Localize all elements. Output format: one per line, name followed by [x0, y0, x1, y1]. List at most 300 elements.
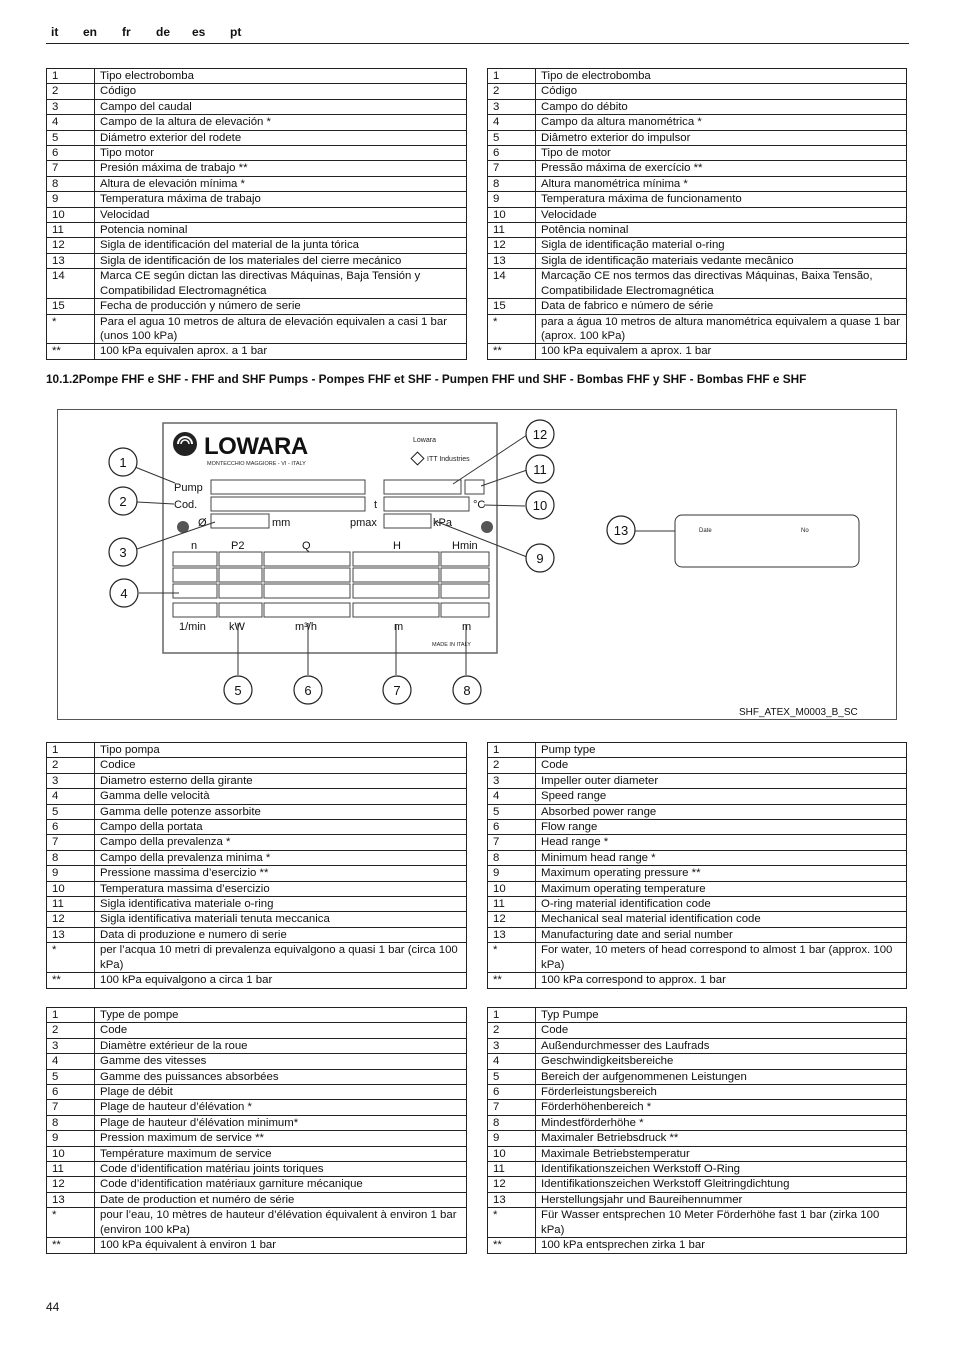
- callout-12: 12: [532, 427, 548, 442]
- callout-7: 7: [393, 683, 401, 698]
- table-de-2: [487, 1007, 907, 1254]
- legend-row: [47, 943, 467, 973]
- legend-text: Tipo pompa: [95, 743, 467, 758]
- legend-row: [47, 69, 467, 84]
- legend-text: Marca CE según dictan las directivas Máquinas, Baja Tensión y Compatibilidad Electromagnética: [95, 269, 467, 299]
- legend-number: 8: [47, 176, 95, 191]
- page-number: 44: [46, 1300, 60, 1314]
- callout-13: 13: [613, 523, 629, 538]
- legend-text: Sigla de identificación del material de la junta tórica: [95, 238, 467, 253]
- legend-row: [488, 1146, 907, 1161]
- legend-row: [47, 1085, 467, 1100]
- legend-text: Code: [95, 1023, 467, 1038]
- legend-number: 8: [488, 1115, 536, 1130]
- legend-number: 6: [488, 820, 536, 835]
- legend-row: [488, 253, 907, 268]
- legend-row: [47, 758, 467, 773]
- plate-label-mm: mm: [272, 517, 291, 529]
- legend-text: Maximaler Betriebsdruck **: [536, 1131, 907, 1146]
- date-text: Date: [699, 528, 712, 534]
- legend-text: Gamma delle velocità: [95, 789, 467, 804]
- legend-row: [47, 238, 467, 253]
- legend-row: [47, 927, 467, 942]
- legend-text: Mechanical seal material identification code: [536, 912, 907, 927]
- legend-row: [488, 1208, 907, 1238]
- legend-text: Herstellungsjahr und Baureihennummer: [536, 1192, 907, 1207]
- legend-row: [488, 789, 907, 804]
- legend-text: Förderleistungsbereich: [536, 1085, 907, 1100]
- legend-text: Tipo de electrobomba: [536, 69, 907, 84]
- made-in-italy: MADE IN ITALY: [432, 642, 471, 648]
- legend-row: [47, 804, 467, 819]
- legend-text: Altura manométrica mínima *: [536, 176, 907, 191]
- legend-text: Sigla de identificação materiais vedante mecânico: [536, 253, 907, 268]
- legend-text: Data di produzione e numero di serie: [95, 927, 467, 942]
- legend-number: 9: [488, 192, 536, 207]
- rating-plate-figure: [57, 409, 897, 720]
- legend-row: [47, 1023, 467, 1038]
- legend-text: Data de fabrico e número de série: [536, 299, 907, 314]
- legend-text: Maximum operating temperature: [536, 881, 907, 896]
- legend-row: [488, 850, 907, 865]
- legend-text: Pressão máxima de exercício **: [536, 161, 907, 176]
- legend-text: Impeller outer diameter: [536, 773, 907, 788]
- legend-text: Tipo electrobomba: [95, 69, 467, 84]
- legend-number: **: [488, 973, 536, 988]
- lang-pt: pt: [230, 25, 242, 39]
- legend-text: Marcação CE nos termos das directivas Máquinas, Baixa Tensão, Compatibilidade Electromagnética: [536, 269, 907, 299]
- legend-row: [488, 238, 907, 253]
- legend-text: Speed range: [536, 789, 907, 804]
- legend-row: [47, 344, 467, 359]
- callout-2: 2: [119, 494, 127, 509]
- legend-row: [47, 1008, 467, 1023]
- legend-number: 12: [488, 912, 536, 927]
- legend-row: [488, 927, 907, 942]
- col-p2: P2: [231, 540, 245, 552]
- legend-row: [47, 743, 467, 758]
- legend-row: [488, 299, 907, 314]
- legend-number: 1: [488, 743, 536, 758]
- legend-text: 100 kPa equivalem a aprox. 1 bar: [536, 344, 907, 359]
- legend-number: 4: [488, 1054, 536, 1069]
- legend-number: 10: [47, 1146, 95, 1161]
- legend-row: [488, 1100, 907, 1115]
- legend-row: [47, 912, 467, 927]
- legend-text: Type de pompe: [95, 1008, 467, 1023]
- legend-text: Gamma delle potenze assorbite: [95, 804, 467, 819]
- legend-text: Typ Pumpe: [536, 1008, 907, 1023]
- legend-number: 4: [47, 1054, 95, 1069]
- legend-text: Fecha de producción y número de serie: [95, 299, 467, 314]
- legend-row: [488, 1085, 907, 1100]
- legend-row: [488, 146, 907, 161]
- legend-number: 2: [488, 758, 536, 773]
- legend-number: 15: [47, 299, 95, 314]
- legend-text: Manufacturing date and serial number: [536, 927, 907, 942]
- legend-text: Plage de débit: [95, 1085, 467, 1100]
- legend-row: [488, 115, 907, 130]
- legend-text: Identifikationszeichen Werkstoff Gleitringdichtung: [536, 1177, 907, 1192]
- legend-number: 6: [47, 1085, 95, 1100]
- legend-row: [488, 1054, 907, 1069]
- unit-m-hmin: m: [462, 621, 472, 633]
- legend-row: [488, 161, 907, 176]
- legend-number: 11: [47, 1162, 95, 1177]
- legend-number: 11: [488, 897, 536, 912]
- legend-row: [47, 130, 467, 145]
- legend-number: 7: [47, 1100, 95, 1115]
- legend-row: [488, 69, 907, 84]
- table-en-2: [487, 742, 907, 989]
- legend-number: 11: [488, 1162, 536, 1177]
- unit-min: 1/min: [179, 621, 206, 633]
- legend-text: Tipo de motor: [536, 146, 907, 161]
- legend-number: *: [488, 314, 536, 344]
- lang-de: de: [156, 25, 171, 39]
- legend-row: [488, 943, 907, 973]
- legend-row: [488, 269, 907, 299]
- legend-row: [47, 1038, 467, 1053]
- legend-row: [488, 804, 907, 819]
- legend-number: 13: [47, 927, 95, 942]
- legend-number: 9: [47, 866, 95, 881]
- legend-text: Presión máxima de trabajo **: [95, 161, 467, 176]
- legend-row: [488, 223, 907, 238]
- legend-number: 4: [488, 789, 536, 804]
- plate-label-pmax: pmax: [350, 517, 377, 529]
- legend-row: [488, 881, 907, 896]
- legend-row: [47, 866, 467, 881]
- legend-number: 2: [47, 1023, 95, 1038]
- legend-row: [488, 314, 907, 344]
- legend-text: Sigla de identificación de los materiales del cierre mecánico: [95, 253, 467, 268]
- table-fr-2: [46, 1007, 467, 1254]
- legend-row: [488, 897, 907, 912]
- legend-text: Gamme des puissances absorbées: [95, 1069, 467, 1084]
- unit-m3h: m³/h: [295, 621, 317, 633]
- section-heading: 10.1.2Pompe FHF e SHF - FHF and SHF Pumps - Pompes FHF et SHF - Pumpen FHF und SHF - Bombas FHF y SHF - Bombas FHF e SHF: [46, 372, 807, 386]
- legend-number: 1: [47, 69, 95, 84]
- legend-row: [488, 207, 907, 222]
- legend-text: Campo de la altura de elevación *: [95, 115, 467, 130]
- legend-row: [47, 253, 467, 268]
- legend-text: O-ring material identification code: [536, 897, 907, 912]
- legend-text: 100 kPa equivalgono a circa 1 bar: [95, 973, 467, 988]
- legend-row: [47, 314, 467, 344]
- legend-number: 13: [47, 253, 95, 268]
- legend-row: [47, 192, 467, 207]
- legend-row: [488, 1023, 907, 1038]
- legend-number: 2: [47, 84, 95, 99]
- legend-row: [47, 1192, 467, 1207]
- legend-text: Pump type: [536, 743, 907, 758]
- legend-row: [47, 850, 467, 865]
- legend-row: [47, 176, 467, 191]
- callout-3: 3: [119, 545, 127, 560]
- callout-4: 4: [120, 586, 128, 601]
- legend-number: 8: [488, 850, 536, 865]
- legend-number: 13: [488, 927, 536, 942]
- legend-row: [47, 1069, 467, 1084]
- legend-text: Campo da altura manométrica *: [536, 115, 907, 130]
- legend-number: 3: [47, 773, 95, 788]
- unit-kw: kW: [229, 621, 245, 633]
- legend-number: **: [488, 1238, 536, 1253]
- legend-number: 7: [47, 835, 95, 850]
- legend-row: [488, 758, 907, 773]
- legend-row: [488, 1238, 907, 1253]
- legend-number: 10: [488, 1146, 536, 1161]
- legend-number: **: [47, 973, 95, 988]
- legend-number: 9: [47, 192, 95, 207]
- legend-text: Codice: [95, 758, 467, 773]
- no-text: No: [801, 528, 809, 534]
- legend-number: 2: [47, 758, 95, 773]
- legend-number: 10: [47, 207, 95, 222]
- legend-number: 3: [488, 773, 536, 788]
- table-es-1: [46, 68, 467, 360]
- legend-number: 12: [47, 238, 95, 253]
- legend-row: [47, 1162, 467, 1177]
- brand-logo-text: LOWARA: [204, 433, 308, 460]
- legend-number: **: [47, 344, 95, 359]
- legend-number: 12: [488, 1177, 536, 1192]
- legend-row: [488, 1177, 907, 1192]
- legend-number: 1: [47, 743, 95, 758]
- legend-text: Diâmetro exterior do impulsor: [536, 130, 907, 145]
- legend-row: [488, 1069, 907, 1084]
- col-n: n: [191, 540, 198, 552]
- legend-number: 8: [47, 850, 95, 865]
- legend-number: 3: [47, 1038, 95, 1053]
- legend-number: 14: [488, 269, 536, 299]
- table-it-2: [46, 742, 467, 989]
- callout-1: 1: [119, 455, 127, 470]
- legend-number: 2: [488, 1023, 536, 1038]
- legend-number: 2: [488, 84, 536, 99]
- legend-text: per l’acqua 10 metri di prevalenza equivalgono a quasi 1 bar (circa 100 kPa): [95, 943, 467, 973]
- legend-number: 5: [488, 804, 536, 819]
- legend-number: 10: [47, 881, 95, 896]
- legend-text: pour l’eau, 10 mètres de hauteur d’élévation équivalent à environ 1 bar (environ 100 kPa): [95, 1208, 467, 1238]
- legend-row: [488, 192, 907, 207]
- legend-number: 8: [488, 176, 536, 191]
- legend-row: [47, 897, 467, 912]
- legend-row: [47, 820, 467, 835]
- legend-number: 12: [47, 912, 95, 927]
- language-bar: [46, 25, 909, 44]
- legend-row: [488, 344, 907, 359]
- legend-number: 4: [488, 115, 536, 130]
- legend-row: [488, 1115, 907, 1130]
- legend-text: Code d’identification matériaux garniture mécanique: [95, 1177, 467, 1192]
- plate-label-kpa: kPa: [433, 517, 452, 529]
- legend-text: Potência nominal: [536, 223, 907, 238]
- legend-text: Código: [536, 84, 907, 99]
- legend-row: [488, 1038, 907, 1053]
- legend-text: Temperatura massima d’esercizio: [95, 881, 467, 896]
- brand-right: Lowara: [413, 437, 436, 444]
- legend-row: [47, 773, 467, 788]
- legend-row: [47, 207, 467, 222]
- lang-fr: fr: [122, 25, 131, 39]
- legend-text: Température maximum de service: [95, 1146, 467, 1161]
- col-hmin: Hmin: [452, 540, 478, 552]
- legend-row: [47, 1238, 467, 1253]
- legend-number: 3: [47, 99, 95, 114]
- legend-text: Campo del caudal: [95, 99, 467, 114]
- callout-10: 10: [532, 498, 548, 513]
- lang-it: it: [51, 25, 59, 39]
- legend-number: 6: [488, 1085, 536, 1100]
- legend-row: [488, 1131, 907, 1146]
- legend-number: 8: [47, 1115, 95, 1130]
- legend-text: Absorbed power range: [536, 804, 907, 819]
- legend-text: Code d’identification matériau joints toriques: [95, 1162, 467, 1177]
- legend-row: [47, 973, 467, 988]
- legend-number: 5: [47, 1069, 95, 1084]
- legend-text: Maximum operating pressure **: [536, 866, 907, 881]
- legend-text: Campo della portata: [95, 820, 467, 835]
- legend-row: [488, 773, 907, 788]
- legend-number: 11: [47, 897, 95, 912]
- legend-row: [47, 146, 467, 161]
- unit-m: m: [394, 621, 404, 633]
- legend-number: *: [488, 943, 536, 973]
- legend-row: [47, 1054, 467, 1069]
- legend-number: **: [488, 344, 536, 359]
- legend-number: 10: [488, 881, 536, 896]
- legend-row: [47, 1208, 467, 1238]
- legend-row: [488, 176, 907, 191]
- legend-text: 100 kPa équivalent à environ 1 bar: [95, 1238, 467, 1253]
- legend-row: [488, 130, 907, 145]
- legend-text: Potencia nominal: [95, 223, 467, 238]
- legend-row: [488, 835, 907, 850]
- legend-number: 5: [488, 1069, 536, 1084]
- legend-text: Geschwindigkeitsbereiche: [536, 1054, 907, 1069]
- legend-number: 11: [488, 223, 536, 238]
- legend-number: 12: [488, 238, 536, 253]
- legend-row: [47, 1146, 467, 1161]
- legend-text: 100 kPa equivalen aprox. a 1 bar: [95, 344, 467, 359]
- legend-row: [47, 789, 467, 804]
- legend-number: 6: [488, 146, 536, 161]
- legend-text: Tipo motor: [95, 146, 467, 161]
- legend-row: [47, 1177, 467, 1192]
- legend-text: Sigla identificativa materiali tenuta meccanica: [95, 912, 467, 927]
- legend-number: 14: [47, 269, 95, 299]
- legend-row: [488, 743, 907, 758]
- legend-text: Pression maximum de service **: [95, 1131, 467, 1146]
- lang-en: en: [83, 25, 98, 39]
- legend-row: [47, 1100, 467, 1115]
- legend-row: [47, 881, 467, 896]
- legend-row: [47, 115, 467, 130]
- legend-text: Velocidade: [536, 207, 907, 222]
- legend-row: [47, 99, 467, 114]
- legend-text: 100 kPa entsprechen zirka 1 bar: [536, 1238, 907, 1253]
- legend-text: Altura de elevación mínima *: [95, 176, 467, 191]
- legend-number: 3: [488, 1038, 536, 1053]
- legend-row: [47, 1131, 467, 1146]
- legend-text: Campo della prevalenza *: [95, 835, 467, 850]
- legend-row: [488, 912, 907, 927]
- legend-number: 13: [488, 1192, 536, 1207]
- legend-text: Plage de hauteur d’élévation *: [95, 1100, 467, 1115]
- lowara-logo-icon: [173, 432, 197, 456]
- legend-number: 1: [488, 1008, 536, 1023]
- legend-row: [47, 269, 467, 299]
- legend-text: Code: [536, 758, 907, 773]
- callout-8: 8: [463, 683, 471, 698]
- legend-text: Código: [95, 84, 467, 99]
- legend-text: Förderhöhenbereich *: [536, 1100, 907, 1115]
- col-h: H: [393, 540, 401, 552]
- legend-text: Flow range: [536, 820, 907, 835]
- legend-number: 13: [488, 253, 536, 268]
- legend-text: Diamètre extérieur de la roue: [95, 1038, 467, 1053]
- legend-text: Sigla de identificação material o-ring: [536, 238, 907, 253]
- legend-text: Campo do débito: [536, 99, 907, 114]
- itt-label: ITT Industries: [427, 456, 470, 463]
- legend-number: *: [47, 943, 95, 973]
- legend-row: [488, 1162, 907, 1177]
- legend-row: [488, 84, 907, 99]
- date-label: [675, 515, 859, 567]
- legend-text: Mindestförderhöhe *: [536, 1115, 907, 1130]
- legend-number: 11: [47, 223, 95, 238]
- legend-number: 1: [47, 1008, 95, 1023]
- legend-number: 7: [488, 835, 536, 850]
- legend-number: *: [47, 1208, 95, 1238]
- legend-text: Bereich der aufgenommenen Leistungen: [536, 1069, 907, 1084]
- plate-label-cod: Cod.: [174, 499, 198, 511]
- legend-number: 7: [488, 161, 536, 176]
- legend-text: 100 kPa correspond to approx. 1 bar: [536, 973, 907, 988]
- legend-number: 10: [488, 207, 536, 222]
- legend-number: *: [488, 1208, 536, 1238]
- callout-9: 9: [536, 551, 544, 566]
- legend-number: 4: [47, 789, 95, 804]
- legend-number: 12: [47, 1177, 95, 1192]
- col-q: Q: [302, 540, 311, 552]
- legend-row: [47, 1115, 467, 1130]
- callout-5: 5: [234, 683, 242, 698]
- legend-text: Pressione massima d’esercizio **: [95, 866, 467, 881]
- legend-text: Head range *: [536, 835, 907, 850]
- legend-number: **: [47, 1238, 95, 1253]
- legend-number: 9: [488, 866, 536, 881]
- legend-row: [47, 84, 467, 99]
- legend-number: 9: [488, 1131, 536, 1146]
- legend-row: [47, 835, 467, 850]
- legend-text: For water, 10 meters of head correspond to almost 1 bar (approx. 100 kPa): [536, 943, 907, 973]
- legend-row: [47, 299, 467, 314]
- legend-number: 13: [47, 1192, 95, 1207]
- legend-text: Diámetro exterior del rodete: [95, 130, 467, 145]
- legend-number: 4: [47, 115, 95, 130]
- legend-row: [47, 161, 467, 176]
- legend-row: [488, 1008, 907, 1023]
- legend-row: [488, 820, 907, 835]
- legend-number: 7: [488, 1100, 536, 1115]
- legend-text: Sigla identificativa materiale o-ring: [95, 897, 467, 912]
- plate-label-degc: °C: [473, 499, 486, 511]
- legend-row: [488, 1192, 907, 1207]
- figure-code: SHF_ATEX_M0003_B_SC: [739, 707, 858, 718]
